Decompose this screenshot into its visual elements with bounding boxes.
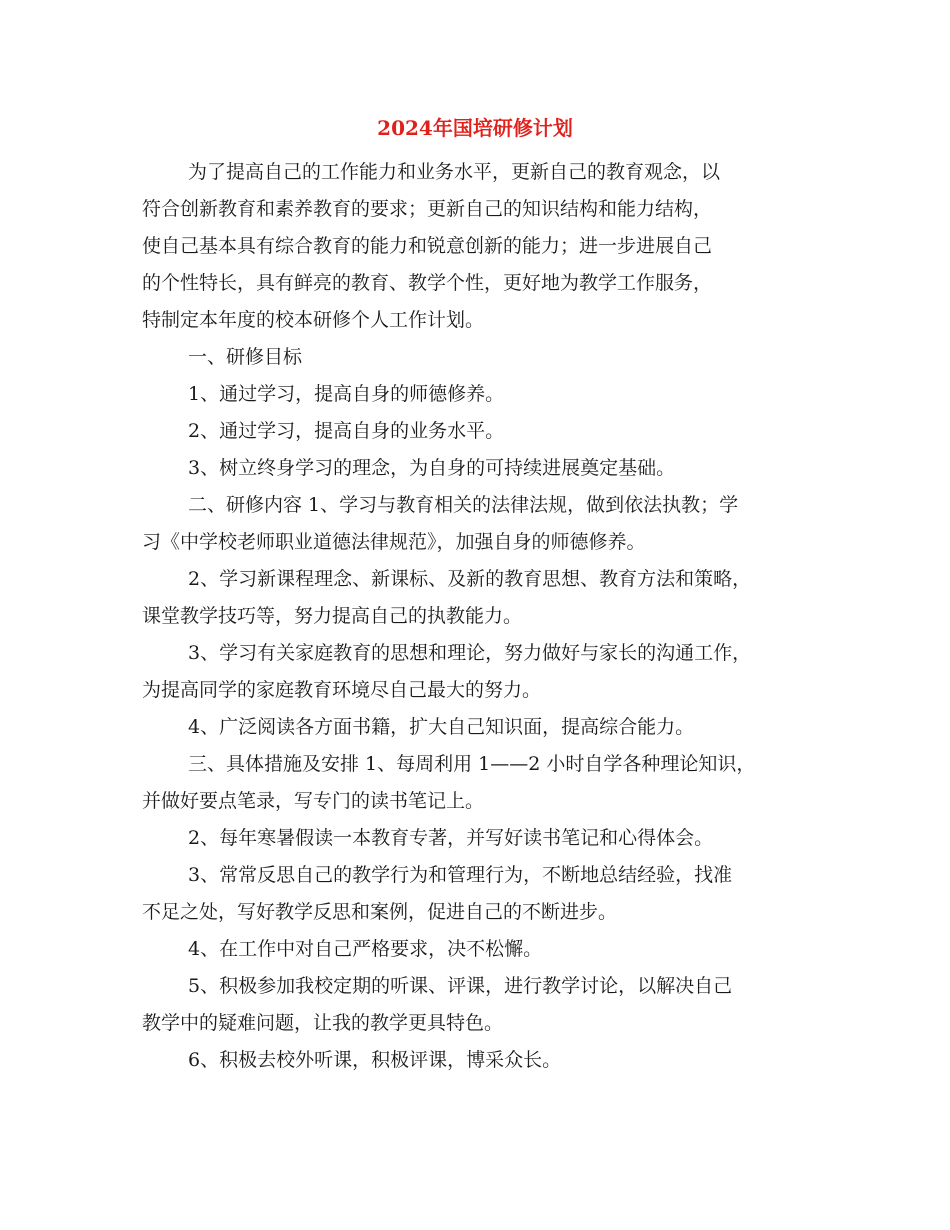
- body-line: 4、广泛阅读各方面书籍，扩大自己知识面，提高综合能力。: [188, 716, 695, 738]
- body-line: 2、每年寒暑假读一本教育专著，并写好读书笔记和心得体会。: [188, 827, 714, 849]
- body-line: 三、具体措施及安排 1、每周利用 1——2 小时自学各种理论知识，: [188, 753, 756, 775]
- document-body: [142, 154, 832, 1079]
- body-line: 二、研修内容 1、学习与教育相关的法律法规，做到依法执教；学: [188, 494, 739, 516]
- body-line: 3、常常反思自己的教学行为和管理行为，不断地总结经验，找准: [188, 864, 733, 886]
- body-line: 的个性特长，具有鲜亮的教育、教学个性，更好地为教学工作服务，: [142, 272, 713, 294]
- body-line: 特制定本年度的校本研修个人工作计划。: [142, 309, 485, 331]
- body-line: 6、积极去校外听课，积极评课，博采众长。: [188, 1049, 562, 1071]
- body-line: 不足之处，写好教学反思和案例，促进自己的不断进步。: [142, 901, 618, 923]
- body-line: 1、通过学习，提高自身的师德修养。: [188, 383, 505, 405]
- body-line: 为提高同学的家庭教育环境尽自己最大的努力。: [142, 679, 542, 701]
- body-line: 符合创新教育和素养教育的要求；更新自己的知识结构和能力结构，: [142, 198, 713, 220]
- document-title: 2024年国培研修计划: [377, 116, 573, 140]
- body-line: 3、树立终身学习的理念，为自身的可持续进展奠定基础。: [188, 457, 676, 479]
- body-line: 并做好要点笔录，写专门的读书笔记上。: [142, 790, 485, 812]
- body-line: 为了提高自己的工作能力和业务水平，更新自己的教育观念，以: [188, 161, 721, 183]
- body-line: 习《中学校老师职业道德法律规范》，加强自身的师德修养。: [142, 531, 646, 553]
- body-line: 4、在工作中对自己严格要求，决不松懈。: [188, 938, 543, 960]
- body-line: 使自己基本具有综合教育的能力和锐意创新的能力；进一步进展自己: [142, 235, 713, 257]
- body-line: 课堂教学技巧等，努力提高自己的执教能力。: [142, 605, 523, 627]
- body-line: 5、积极参加我校定期的听课、评课，进行教学讨论，以解决自己: [188, 975, 733, 997]
- body-line: 2、学习新课程理念、新课标、及新的教育思想、教育方法和策略，: [188, 568, 752, 590]
- body-line: 2、通过学习，提高自身的业务水平。: [188, 420, 505, 442]
- body-line: 一、研修目标: [188, 346, 303, 368]
- body-line: 3、学习有关家庭教育的思想和理论，努力做好与家长的沟通工作，: [188, 642, 752, 664]
- body-line: 教学中的疑难问题，让我的教学更具特色。: [142, 1012, 504, 1034]
